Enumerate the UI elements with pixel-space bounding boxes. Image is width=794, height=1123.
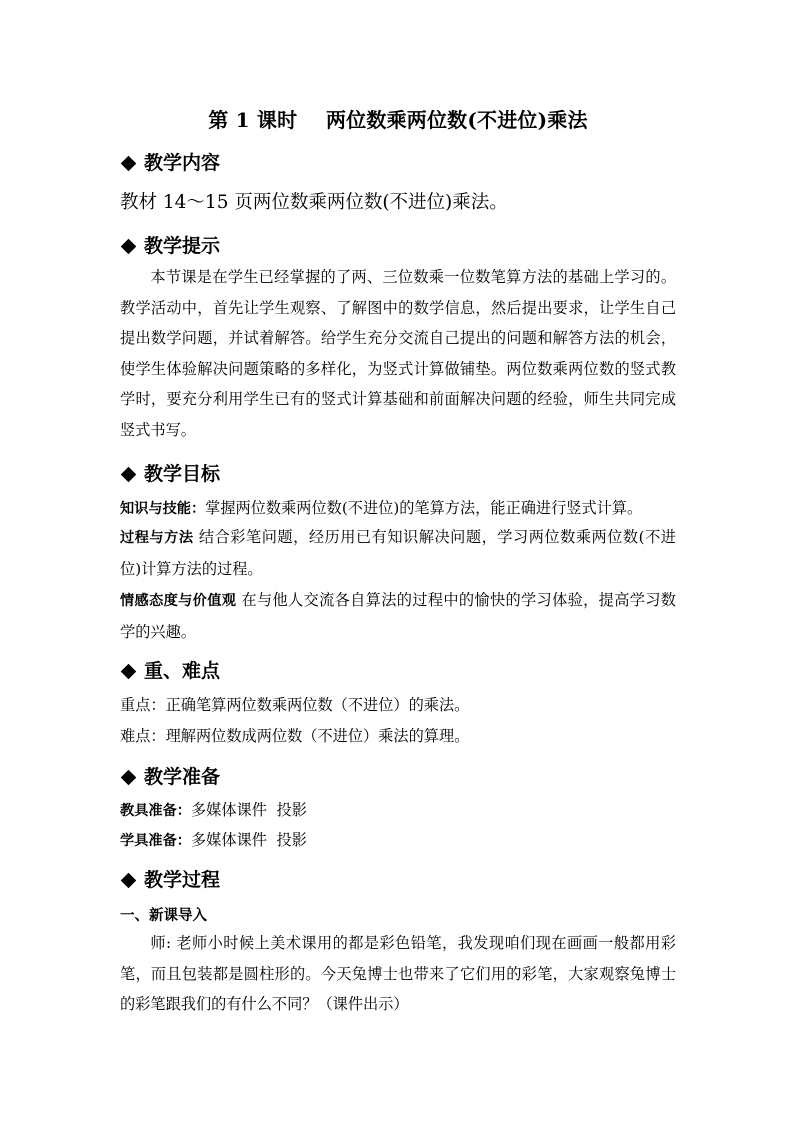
goal-attitude [120, 585, 676, 648]
student-preparation [120, 829, 676, 850]
key-point-text: 重点：正确笔算两位数乘两位数（不进位）的乘法。 [120, 696, 470, 714]
goal-knowledge [120, 497, 676, 518]
goal-text: 结合彩笔问题，经历用已有知识解决问题，学习两位数乘两位数(不进位)计算方法的过程。 [120, 528, 676, 578]
goal-label: 知识与技能： [120, 501, 206, 517]
prep-label: 教具准备： [120, 803, 191, 819]
section-heading-goals [120, 459, 220, 486]
section-heading-preparation [120, 762, 220, 789]
diamond-bullet-icon [121, 769, 137, 785]
difficult-point-text: 难点：理解两位数成两位数（不进位）乘法的算理。 [120, 727, 470, 745]
prep-text: 多媒体课件 投影 [190, 831, 307, 849]
prep-label: 学具准备： [120, 833, 191, 849]
diamond-bullet-icon [121, 238, 137, 254]
step-one-paragraph: 师: 老师小时候上美术课用的都是彩色铅笔，我发现咱们现在画画一般都用彩笔，而且包装都是圆柱形的。今天兔博士也带来了它们用的彩笔，大家观察兔博士的彩笔跟我们的有什么不同？（课件出示） [120, 934, 676, 1014]
section-heading-text: 重、难点 [144, 660, 221, 682]
section-heading-text: 教学准备 [144, 766, 221, 788]
diamond-bullet-icon [121, 872, 137, 888]
section-heading-text: 教学目标 [144, 463, 221, 485]
goal-process [120, 522, 676, 585]
step-one-title: 一、新课导入 [120, 907, 207, 924]
content-text: 教材 14～15 页两位数乘两位数(不进位)乘法。 [120, 192, 508, 213]
lesson-title: 第 1 课时 两位数乘两位数(不进位)乘法 [208, 108, 588, 132]
section-heading-content [120, 148, 220, 175]
goal-text: 掌握两位数乘两位数(不进位)的笔算方法，能正确进行竖式计算。 [205, 499, 643, 517]
diamond-bullet-icon [121, 155, 137, 171]
diamond-bullet-icon [121, 663, 137, 679]
section-heading-key-points [120, 656, 220, 683]
goal-label: 情感态度与价值观 [120, 593, 237, 609]
goal-label: 过程与方法 [120, 530, 194, 546]
diamond-bullet-icon [121, 466, 137, 482]
teacher-preparation [120, 799, 676, 820]
section-heading-text: 教学提示 [144, 235, 221, 257]
section-heading-hints [120, 231, 220, 258]
section-heading-text: 教学内容 [144, 152, 221, 174]
prep-text: 多媒体课件 投影 [190, 801, 307, 819]
section-heading-text: 教学过程 [144, 869, 221, 891]
hints-paragraph: 本节课是在学生已经掌握的了两、三位数乘一位数笔算方法的基础上学习的。教学活动中，首先让学生观察、了解图中的数学信息，然后提出要求，让学生自己提出数学问题，并试着解答。给学生充分交流自己提出的问题和解答方法的机会，使学生体验解决问题策略的多样化，为竖式计算做铺垫。两位数乘两位数的竖式教学时，要充分利用学生已有的竖式计算基础和前面解决问题的经验，师生共同完成竖式书写。 [120, 268, 676, 439]
section-heading-process [120, 865, 220, 892]
goal-text: 在与他人交流各自算法的过程中的愉快的学习体验，提高学习数学的兴趣。 [120, 591, 676, 641]
